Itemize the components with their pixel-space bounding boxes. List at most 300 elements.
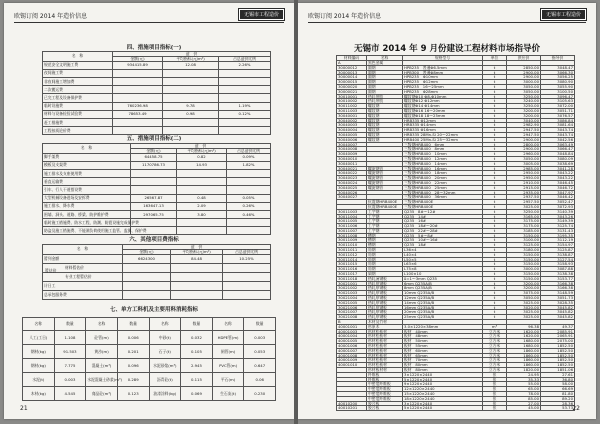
material-code: 40001005 <box>337 339 367 344</box>
row-label: 材料暂估价 <box>43 263 123 272</box>
row-label: 专业工程暂估价 <box>43 272 123 281</box>
table-cell: t <box>483 248 507 253</box>
table-cell: 螺旋钢管 <box>367 171 403 176</box>
table-cell: 螺纹钢 <box>367 123 403 128</box>
material-code: 30040002 <box>337 118 367 123</box>
table-cell: 3063.49 <box>541 142 575 147</box>
table-cell: t <box>483 185 507 190</box>
table-row <box>43 94 271 102</box>
table-cell: 3100.50 <box>541 89 575 94</box>
table-cell: 3112.19 <box>541 238 575 243</box>
table-cell: t <box>483 190 507 195</box>
provisional-price-group-label: 暂估价 <box>45 268 57 273</box>
table-cell: 圆钢 <box>367 75 403 80</box>
table-cell: t <box>483 137 507 142</box>
material-code: 30010001 <box>337 94 367 99</box>
table-cell: 1860.00 <box>507 348 541 353</box>
table-cell: t <box>483 84 507 89</box>
table-cell <box>219 94 271 102</box>
table-cell: t <box>483 291 507 296</box>
table-cell: 抗震钢HRB400E <box>367 204 403 209</box>
table-cell: t <box>483 99 507 104</box>
material-code: 40001010 <box>337 363 367 368</box>
table-cell: 黑色金属 <box>367 61 403 66</box>
table-cell: 15×1220×2440 <box>403 391 483 396</box>
left-page-number: 21 <box>20 405 28 412</box>
table-cell: m³ <box>483 324 507 329</box>
table-cell: 1852.50 <box>541 348 575 353</box>
table-cell: 3041.28 <box>541 166 575 171</box>
material-code: 40001004 <box>337 334 367 339</box>
table-cell: 螺纹钢 <box>367 137 403 142</box>
table-cell: 0.069 <box>181 387 213 401</box>
column-header: 规格型号 <box>403 56 483 61</box>
table-cell <box>113 86 163 94</box>
table-cell: 934415.89 <box>113 61 163 69</box>
table-cell: L75×8 <box>403 267 483 272</box>
table-cell: HRB335 Φ12mm <box>403 118 483 123</box>
table-cell: 杉材松板材 <box>367 348 403 353</box>
table-cell: 3240.00 <box>507 99 541 104</box>
material-code: 30040022 <box>337 171 367 176</box>
table-cell: t <box>483 200 507 205</box>
table-cell: Q235 18# <box>403 243 483 248</box>
table-cell: 5×1220×2440 <box>403 377 483 382</box>
table-cell: 3150.00 <box>507 233 541 238</box>
table-cell <box>219 118 271 126</box>
table-cell: 3076.57 <box>541 113 575 118</box>
row-label: 中砂(t) <box>149 331 181 345</box>
material-code: 30040023 <box>337 176 367 181</box>
material-code: 30021001 <box>337 281 367 286</box>
table-cell: 3048.84 <box>541 152 575 157</box>
table-cell: t <box>483 80 507 85</box>
table-cell <box>177 169 227 177</box>
table-cell: HPB235 Φ28mm <box>403 89 483 94</box>
table-cell: 1852.50 <box>541 363 575 368</box>
table-cell: 张 <box>483 387 507 392</box>
table-cell: 工字钢 <box>367 228 403 233</box>
table-cell: L40×4 <box>403 252 483 257</box>
table-cell: 热轧厚钢板 <box>367 286 403 291</box>
table-cell: 35.33 <box>507 377 541 382</box>
table-cell: t <box>483 123 507 128</box>
table-cell: 张 <box>483 401 507 406</box>
table-cell: 立方米 <box>483 344 507 349</box>
row-label: HDPE管(m) <box>212 331 244 345</box>
table-cell: 0.289 <box>117 373 149 387</box>
table-cell: 2985.00 <box>507 166 541 171</box>
table-cell: 3025.00 <box>507 310 541 315</box>
material-code: 30011017 <box>337 272 367 277</box>
table-cell: t <box>483 214 507 219</box>
table-cell: 2950.00 <box>507 171 541 176</box>
table-cell: 0.003 <box>54 373 86 387</box>
table-cell: 热轧厚钢板 <box>367 296 403 301</box>
row-label: 商品砼(m³) <box>86 387 118 401</box>
table-cell <box>113 94 163 102</box>
table-cell: 3043.74 <box>541 132 575 137</box>
table-cell: 三级钢HRB400E <box>403 204 483 209</box>
row-label: 黄沙(m) <box>86 345 118 359</box>
table-cell: 螺旋钢管 <box>367 180 403 185</box>
table-cell <box>123 263 171 272</box>
table-cell <box>177 178 227 186</box>
material-code: 30040027 <box>337 195 367 200</box>
table-row <box>43 254 271 263</box>
table-cell: 3050.00 <box>507 296 541 301</box>
table-cell: 圆钢 <box>367 84 403 89</box>
table-cell: 板材 50mm <box>403 339 483 344</box>
table-cell: 工字钢 <box>367 214 403 219</box>
table-cell: 三级钢HRB400 8mm <box>403 147 483 152</box>
table-cell: 2947.50 <box>507 132 541 137</box>
table-cell: 3025.00 <box>507 204 541 209</box>
table-cell: t <box>483 75 507 80</box>
table-cell: 2960.00 <box>507 152 541 157</box>
material-code: 30011003 <box>337 108 367 113</box>
table-cell: 3081.64 <box>541 123 575 128</box>
row-label: 混凝土(m³) <box>86 359 118 373</box>
table-cell: 2957.50 <box>507 200 541 205</box>
table-cell: 张 <box>483 382 507 387</box>
material-code: 40001006 <box>337 344 367 349</box>
table-cell: 3005.00 <box>507 161 541 166</box>
table-cell: 14.93 <box>177 161 227 169</box>
material-code: 30011011 <box>337 248 367 253</box>
table-row <box>43 202 271 210</box>
table-cell: t <box>483 147 507 152</box>
table-cell: 3040.00 <box>507 118 541 123</box>
table-cell: 0.82 <box>177 153 227 161</box>
table-cell <box>163 86 219 94</box>
table-cell: 24.95 <box>507 372 541 377</box>
section5-title: 五、措施项目指标(二) <box>126 136 182 142</box>
table-cell: t <box>483 252 507 257</box>
table-row <box>23 387 276 401</box>
table-cell <box>113 77 163 85</box>
table-cell: 3165.00 <box>507 214 541 219</box>
material-code: 30040007 <box>337 142 367 147</box>
table-cell: 3153.77 <box>541 276 575 281</box>
table-cell: t <box>483 161 507 166</box>
row-label: 工程按质论价费 <box>43 127 113 135</box>
row-label: 围墙、洞头、道路、桥梁、防护维护费 <box>43 210 131 218</box>
table-cell: t <box>483 108 507 113</box>
row-label: 钢材(kg) <box>23 345 55 359</box>
column-header: 名 称 <box>43 245 123 255</box>
table-cell <box>223 290 271 299</box>
table-cell: 3148.59 <box>541 291 575 296</box>
table-cell <box>131 186 177 194</box>
row-label: 防盗及施工措施费、不能满负荷使用施工监管、监测、保护费 <box>44 227 147 233</box>
table-cell: Q235 18#～20# <box>403 224 483 229</box>
table-cell: HRB335 Φ16mm <box>403 128 483 133</box>
row-label: 垂直运输费 <box>43 178 131 186</box>
table-cell: 1.19% <box>219 102 271 110</box>
table-cell: 螺纹钢 <box>367 108 403 113</box>
table-cell <box>227 219 271 227</box>
table-cell: Q235 5#～8# <box>403 233 483 238</box>
table-cell: 3066.47 <box>541 147 575 152</box>
table-cell: 三级钢HRB400 22mm <box>403 180 483 185</box>
table-cell: 1.108 <box>54 331 86 345</box>
table-cell: Q235 8#～12# <box>403 209 483 214</box>
row-label: 总承包服务费 <box>43 290 123 299</box>
table-cell: 立方米 <box>483 368 507 373</box>
table-cell: 81.80 <box>541 391 575 396</box>
table-cell: 槽钢 <box>367 243 403 248</box>
table-cell: 0.12% <box>219 110 271 118</box>
material-code: 40001009 <box>337 358 367 363</box>
table-cell: 螺旋钢管 <box>367 185 403 190</box>
column-header: 名 称 <box>43 144 131 154</box>
table-cell: 杉材松板材 <box>367 334 403 339</box>
table-cell: t <box>483 152 507 157</box>
table-cell: t <box>483 156 507 161</box>
table-cell: t <box>483 65 507 70</box>
table-cell: 中密度纤维板 <box>367 391 403 396</box>
row-label: 钢材(kg) <box>23 359 55 373</box>
material-code: 30000012 <box>337 65 367 70</box>
table-cell <box>219 77 271 85</box>
table-cell <box>163 94 219 102</box>
table-cell: 3175.00 <box>507 224 541 229</box>
table-row <box>43 86 271 94</box>
table-cell: 85.00 <box>507 396 541 401</box>
material-code: 30040008 <box>337 147 367 152</box>
table-cell: 2982.90 <box>507 123 541 128</box>
material-code: 30021004 <box>337 296 367 301</box>
row-label: 大型机械设备进场及安拆费 <box>43 194 131 202</box>
table-cell: 热轧厚钢板 <box>367 291 403 296</box>
table-cell: 3200.00 <box>507 113 541 118</box>
material-code: 30040004 <box>337 128 367 133</box>
column-header: 平均指标(元/m²) <box>163 56 219 61</box>
table-cell: Q235 10#～16# <box>403 238 483 243</box>
table-cell: 3000.00 <box>507 267 541 272</box>
material-code: 30000020 <box>337 84 367 89</box>
material-code: 30011009 <box>337 238 367 243</box>
row-label: 暂列金额 <box>43 254 123 263</box>
table-cell: 工字钢 <box>367 209 403 214</box>
row-label: 计日工 <box>43 281 123 290</box>
table-cell: 3150.00 <box>507 262 541 267</box>
table-cell: 板材 48mm <box>403 334 483 339</box>
table-cell: 3150.00 <box>507 252 541 257</box>
row-label: PVC管(m) <box>212 359 244 373</box>
table-cell: 3047.97 <box>541 190 575 195</box>
table-cell: t <box>483 315 507 320</box>
row-label: 临时设施费 <box>43 102 113 110</box>
column-header: 数量 <box>244 318 276 331</box>
table-cell: 三级钢HRB400 12mm <box>403 156 483 161</box>
table-cell: 角钢 <box>367 262 403 267</box>
table-cell: t <box>483 209 507 214</box>
material-code: 30040021 <box>337 166 367 171</box>
table-cell <box>227 186 271 194</box>
table-cell: 杉材松板材 <box>367 329 403 334</box>
table-cell: 3200.00 <box>507 281 541 286</box>
material-code: 30011012 <box>337 252 367 257</box>
table-cell: 1851.06 <box>541 368 575 373</box>
table-cell: 张 <box>483 406 507 411</box>
table-cell: 杉材松板材 <box>367 358 403 363</box>
table-cell: 3028.35 <box>541 300 575 305</box>
column-group-header: 造 价 <box>131 144 271 149</box>
column-group-header: 造 价 <box>113 52 271 57</box>
table-cell: 84.48 <box>171 254 223 263</box>
table-row <box>43 169 271 177</box>
table-cell: 热轧厚钢板 <box>367 310 403 315</box>
table-cell: 3200.00 <box>507 108 541 113</box>
row-label: 脚手架费 <box>43 153 131 161</box>
row-label: 夜间施工费 <box>43 69 113 77</box>
material-code: 30011010 <box>337 243 367 248</box>
material-code: 30040024 <box>337 180 367 185</box>
row-label: 非夜间施工增加费 <box>43 77 113 85</box>
table-cell: 板材 80mm <box>403 368 483 373</box>
table-cell: 3045.82 <box>541 315 575 320</box>
table-cell <box>177 219 227 227</box>
table-cell: 木材及竹材 <box>367 320 403 325</box>
table-cell: HPB300 普通Φ8mm <box>403 70 483 75</box>
table-cell: HPB235 Φ12mm <box>403 80 483 85</box>
table-cell: 3051.73 <box>541 296 575 301</box>
table-cell: 3050.00 <box>507 156 541 161</box>
table-cell: 3131.43 <box>541 228 575 233</box>
material-code: 30011016 <box>337 267 367 272</box>
material-code: 30021005 <box>337 300 367 305</box>
row-label: 石子(t) <box>149 345 181 359</box>
table-cell: 螺纹钢Φ10 Φ8-Φ10mm <box>403 94 483 99</box>
table-cell: 板材 60mm <box>403 348 483 353</box>
table-cell: 3150.00 <box>507 276 541 281</box>
table-cell: 64458.75 <box>131 153 177 161</box>
table-cell: 3250.00 <box>507 104 541 109</box>
table-cell: 3125.87 <box>541 248 575 253</box>
table-cell: HRB335 28Mn-Si 20～22mm <box>403 132 483 137</box>
table-cell <box>131 178 177 186</box>
table-cell: 螺纹钢Φ14 Φ14mm <box>403 104 483 109</box>
table-cell: 10mm Q235A/B <box>403 291 483 296</box>
table-cell: 3250.00 <box>507 94 541 99</box>
table-cell: 热轧厚钢板 <box>367 300 403 305</box>
material-code: 30000015 <box>337 80 367 85</box>
table-cell: 2850.00 <box>507 65 541 70</box>
table-row <box>43 290 271 299</box>
table-row <box>43 61 271 69</box>
table-cell <box>131 169 177 177</box>
table-cell: 2900.00 <box>507 70 541 75</box>
table-cell: 1680.00 <box>507 339 541 344</box>
table-cell: t <box>483 300 507 305</box>
table-cell: 1860.00 <box>507 353 541 358</box>
table-row <box>43 227 271 235</box>
table-cell: 3046.42 <box>541 195 575 200</box>
table-cell <box>123 272 171 281</box>
table-cell: t <box>483 166 507 171</box>
table-cell: 0.09% <box>227 153 271 161</box>
material-code: 30000021 <box>337 89 367 94</box>
table-cell: 3200.00 <box>507 286 541 291</box>
table-cell <box>171 281 223 290</box>
table-cell: 螺旋钢管 <box>367 166 403 171</box>
table-cell: 热轧厚钢板 <box>367 281 403 286</box>
table-cell: 螺纹钢Φ18 18～25mm <box>403 113 483 118</box>
table-cell: 5×1220×2440 <box>403 406 483 411</box>
table-cell: 3043.26 <box>541 214 575 219</box>
table-cell: 2900.00 <box>507 137 541 142</box>
table-cell: t <box>483 113 507 118</box>
table-cell: 3180.00 <box>507 248 541 253</box>
row-label: 平石(m) <box>212 373 244 387</box>
table-cell: 3125.74 <box>541 224 575 229</box>
table-cell: 立方米 <box>483 334 507 339</box>
table-cell: 3125.00 <box>507 243 541 248</box>
table-cell: δ=1～3mm Q235 <box>403 276 483 281</box>
table-cell: 3052.47 <box>541 200 575 205</box>
table-cell: 78653.49 <box>113 110 163 118</box>
table-cell: 3.0×1220×38mm <box>403 324 483 329</box>
table-cell: 3138.38 <box>541 272 575 277</box>
column-header: 名称 <box>86 318 118 331</box>
table-cell: t <box>483 171 507 176</box>
column-header: 数量 <box>117 318 149 331</box>
row-label: 施工排水及支座使用费 <box>43 169 131 177</box>
table-cell: 9.78 <box>163 102 219 110</box>
table-cell: 螺纹钢 <box>367 132 403 137</box>
column-group-header: 造 价 <box>123 245 271 250</box>
table-cell: 58.00 <box>541 382 575 387</box>
table-cell: 2800.00 <box>507 142 541 147</box>
table-row <box>43 194 271 202</box>
table-cell: 3072.00 <box>541 104 575 109</box>
table-cell: 53.73 <box>541 406 575 411</box>
column-header: 占总造价比例 <box>227 148 271 153</box>
table-cell: 3166.38 <box>541 281 575 286</box>
column-header: 单位 <box>483 56 507 61</box>
row-label: 水泥混凝土砂浆(m³) <box>86 373 118 387</box>
table-cell: 2085.91 <box>541 329 575 334</box>
table-cell: 张 <box>483 372 507 377</box>
material-code: 40001001 <box>337 324 367 329</box>
table-cell: HRB335 Φ14mm <box>403 123 483 128</box>
table-row <box>23 373 276 387</box>
table-cell: t <box>483 204 507 209</box>
column-header: 名称 <box>23 318 55 331</box>
material-code: 30011005 <box>337 219 367 224</box>
table-cell: 14mm Q235A/B <box>403 300 483 305</box>
table-cell: 3150.00 <box>507 257 541 262</box>
material-code: 30040011 <box>337 161 367 166</box>
table-row <box>43 186 271 194</box>
price-list-title: 无锡市 2014 年 9 月份建设工程材料市场指导价 <box>354 44 540 54</box>
table-cell: 热轧带肋 <box>367 94 403 99</box>
table-cell: 杉材松板材 <box>367 344 403 349</box>
table-cell: 3048.47 <box>541 65 575 70</box>
table-cell: 2935.00 <box>507 190 541 195</box>
table-cell: 36.80 <box>541 377 575 382</box>
table-row <box>43 272 271 281</box>
column-header: 数量 <box>54 318 86 331</box>
table-cell <box>223 281 271 290</box>
table-cell: Q235 14# <box>403 214 483 219</box>
table-cell: 3195.35 <box>541 233 575 238</box>
table-cell: 工字钢 <box>367 219 403 224</box>
table-cell: 工字钢 <box>367 224 403 229</box>
table-cell: 2.09 <box>177 202 227 210</box>
